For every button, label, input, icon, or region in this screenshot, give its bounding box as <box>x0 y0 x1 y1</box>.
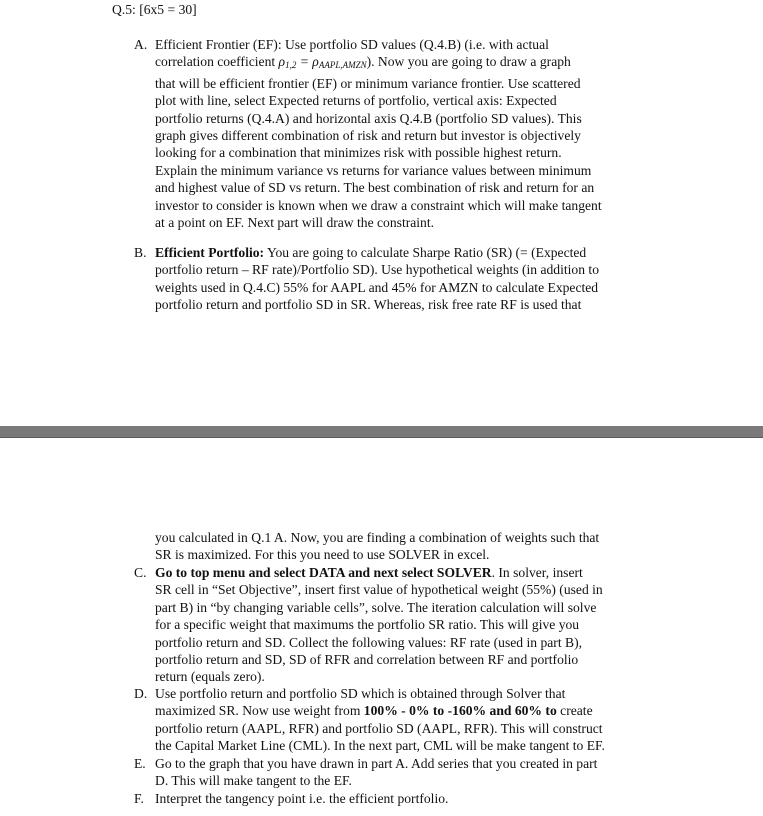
part-b-letter: B. <box>134 245 147 260</box>
part-a-text-1: Efficient Frontier (EF): Use portfolio SD values (Q.4.B) (i.e. with actual correlation coefficient <box>155 37 549 70</box>
correlation-formula <box>279 54 367 69</box>
rho-subscript-2: AAPL,AMZN <box>318 60 367 71</box>
part-b-title: Efficient Portfolio: <box>155 245 265 260</box>
part-c-letter: C. <box>134 565 147 580</box>
part-b <box>134 244 654 314</box>
part-d-letter: D. <box>134 686 148 701</box>
rho-subscript-1: 1,2 <box>285 60 297 71</box>
part-f-letter: F. <box>134 791 144 806</box>
part-e-letter: E. <box>134 756 146 771</box>
part-d <box>134 685 654 755</box>
part-d-text-1: Use portfolio return and portfolio SD which is obtained through Solver that maximized SR. Now use weight from <box>155 686 566 719</box>
page-divider <box>0 426 763 438</box>
part-e <box>134 755 654 790</box>
part-e-text: Go to the graph that you have drawn in part A. Add series that you created in part D. This will make tangent to the EF. <box>155 756 598 789</box>
part-a-text-2: ). Now you are going to draw a graph that will be efficient frontier (EF) or minimum variance frontier. Use scattered plot with line, select Expected returns of portfolio, vertical axis: Expected portfolio returns (Q.4.A) and horizontal axis Q.4.B (portfolio SD values). This graph gives different combination of risk and return but investor is objectively looking for a combination that minimizes risk with possible highest return. Explain the minimum variance vs returns for variance values between minimum and highest value of SD vs return. The best combination of risk and return for an investor to consider is known when we draw a constraint which will make tangent at a point on EF. Next part will draw the constraint. <box>155 54 602 231</box>
part-c-title: Go to top menu and select DATA and next select SOLVER <box>155 565 492 580</box>
part-a-text <box>155 36 654 231</box>
part-b-continuation: you calculated in Q.1 A. Now, you are finding a combination of weights such that SR is maximized. For this you need to use SOLVER in excel. <box>155 530 600 563</box>
question-heading: Q.5: [6x5 = 30] <box>112 2 197 17</box>
part-d-text-2: create portfolio return (AAPL, RFR) and portfolio SD (AAPL, RFR). This will construct the Capital Market Line (CML). In the next part, CML will be make tangent to EF. <box>155 703 605 754</box>
part-a-letter: A. <box>134 37 148 52</box>
rho-symbol: ρ <box>278 54 286 70</box>
part-c-text <box>155 564 654 686</box>
part-f-text: Interpret the tangency point i.e. the efficient portfolio. <box>155 791 449 806</box>
rho-equals: = ρ <box>296 54 319 70</box>
part-b-text <box>155 244 654 314</box>
part-c <box>134 564 654 686</box>
part-d-text <box>155 685 654 755</box>
part-a <box>134 36 654 231</box>
part-b-body: You are going to calculate Sharpe Ratio (SR) (= (Expected portfolio return – RF rate)/Portfolio SD). Use hypothetical weights (in addition to weights used in Q.4.C) 55% for AAPL and 45% for AMZN to calculate Expected portfolio return and portfolio SD in SR. Whereas, risk free rate RF is used that <box>155 245 599 313</box>
part-f <box>134 790 654 807</box>
part-c-body: . In solver, insert SR cell in “Set Objective”, insert first value of hypothetical weight (55%) (used in part B) in “by changing variable cells”, solve. The iteration calculation will solve for a specific weight that maximums the portfolio SR ratio. This will give you portfolio return and SD. Collect the following values: RF rate (used in part B), portfolio return and SD, SD of RFR and correlation between RF and portfolio return (equals zero). <box>155 565 603 685</box>
part-d-weight-range: 100% - 0% to -160% and 60% to <box>363 703 557 719</box>
